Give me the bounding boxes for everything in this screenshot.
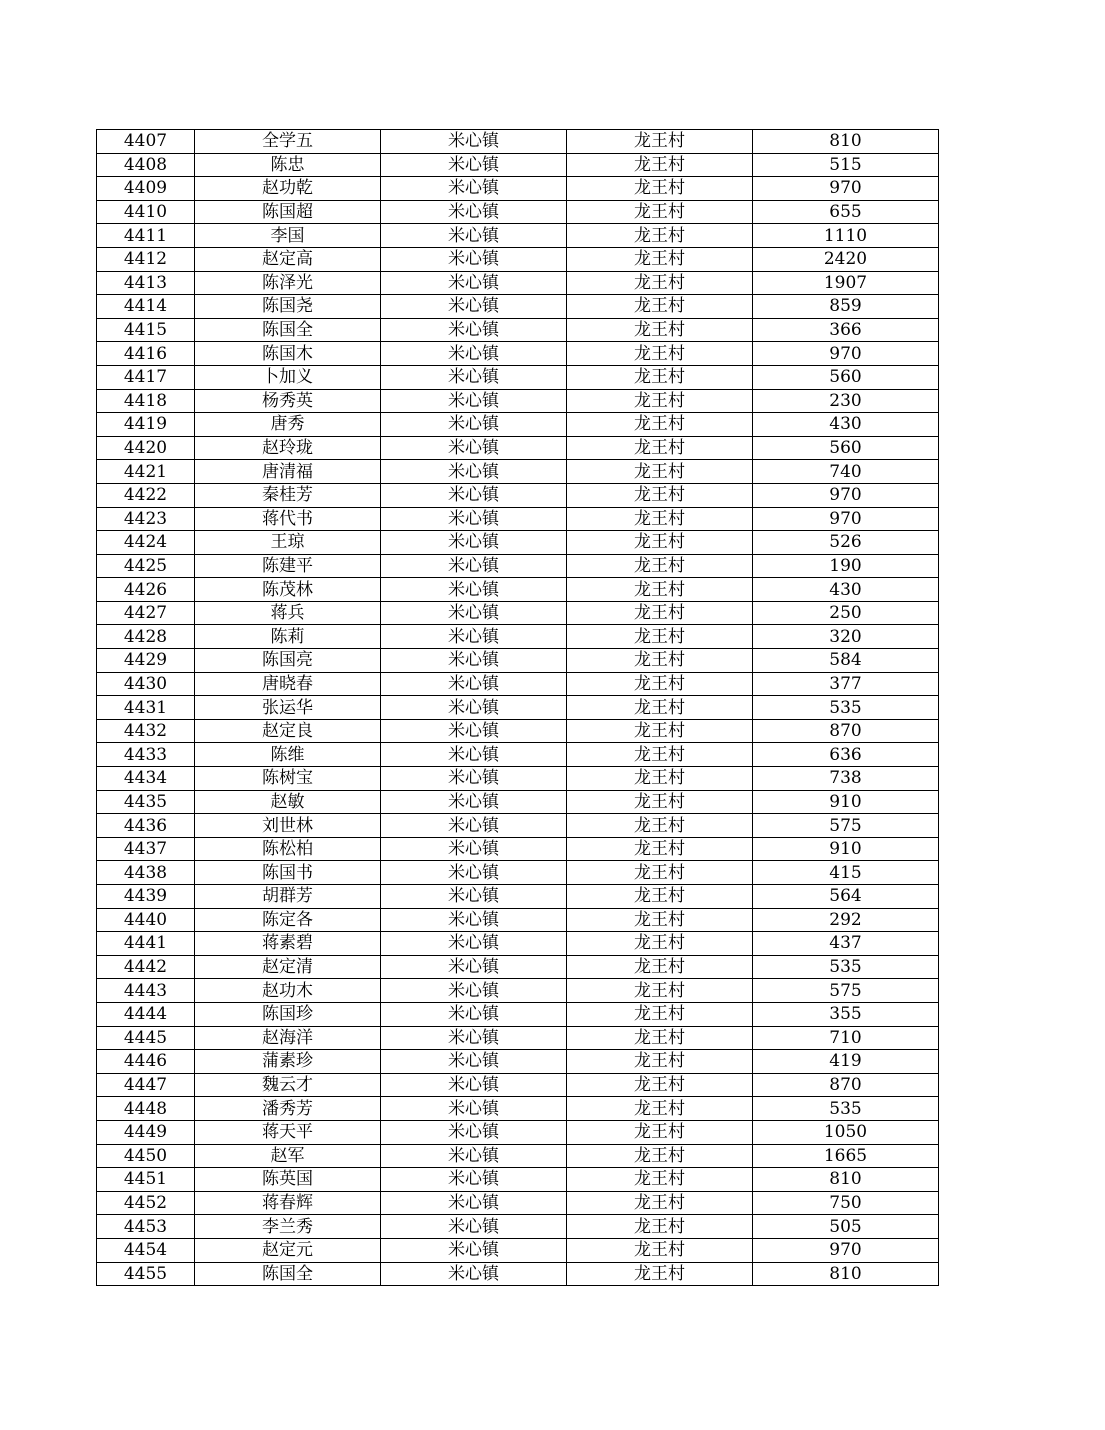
town-cell: 米心镇 (381, 460, 567, 484)
table-body (97, 130, 939, 1286)
village-cell: 龙王村 (567, 1191, 753, 1215)
town-cell: 米心镇 (381, 719, 567, 743)
village-cell: 龙王村 (567, 130, 753, 154)
name-cell: 陈国珍 (195, 1002, 381, 1026)
village-cell: 龙王村 (567, 1262, 753, 1286)
town-cell: 米心镇 (381, 1262, 567, 1286)
serial-number-cell: 4422 (97, 483, 195, 507)
table-row (97, 1215, 939, 1239)
data-table (96, 129, 939, 1286)
name-cell: 陈国全 (195, 1262, 381, 1286)
table-row (97, 271, 939, 295)
village-cell: 龙王村 (567, 955, 753, 979)
amount-cell: 377 (753, 672, 939, 696)
table-row (97, 649, 939, 673)
serial-number-cell: 4413 (97, 271, 195, 295)
town-cell: 米心镇 (381, 365, 567, 389)
table-row (97, 814, 939, 838)
town-cell: 米心镇 (381, 318, 567, 342)
amount-cell: 355 (753, 1002, 939, 1026)
name-cell: 陈国书 (195, 861, 381, 885)
name-cell: 蒲素珍 (195, 1050, 381, 1074)
amount-cell: 710 (753, 1026, 939, 1050)
amount-cell: 1665 (753, 1144, 939, 1168)
village-cell: 龙王村 (567, 837, 753, 861)
village-cell: 龙王村 (567, 1002, 753, 1026)
table-row (97, 295, 939, 319)
table-row (97, 436, 939, 460)
amount-cell: 535 (753, 955, 939, 979)
table-row (97, 1144, 939, 1168)
town-cell: 米心镇 (381, 1073, 567, 1097)
name-cell: 陈国全 (195, 318, 381, 342)
serial-number-cell: 4426 (97, 578, 195, 602)
table-row (97, 601, 939, 625)
village-cell: 龙王村 (567, 247, 753, 271)
village-cell: 龙王村 (567, 979, 753, 1003)
village-cell: 龙王村 (567, 672, 753, 696)
name-cell: 李兰秀 (195, 1215, 381, 1239)
village-cell: 龙王村 (567, 224, 753, 248)
name-cell: 张运华 (195, 696, 381, 720)
village-cell: 龙王村 (567, 1073, 753, 1097)
amount-cell: 419 (753, 1050, 939, 1074)
name-cell: 杨秀英 (195, 389, 381, 413)
village-cell: 龙王村 (567, 814, 753, 838)
table-row (97, 483, 939, 507)
village-cell: 龙王村 (567, 200, 753, 224)
town-cell: 米心镇 (381, 1120, 567, 1144)
name-cell: 赵定清 (195, 955, 381, 979)
name-cell: 陈松柏 (195, 837, 381, 861)
amount-cell: 430 (753, 578, 939, 602)
town-cell: 米心镇 (381, 342, 567, 366)
table-row (97, 200, 939, 224)
town-cell: 米心镇 (381, 295, 567, 319)
amount-cell: 970 (753, 1238, 939, 1262)
village-cell: 龙王村 (567, 436, 753, 460)
table-row (97, 885, 939, 909)
serial-number-cell: 4450 (97, 1144, 195, 1168)
table-row (97, 1050, 939, 1074)
village-cell: 龙王村 (567, 342, 753, 366)
serial-number-cell: 4453 (97, 1215, 195, 1239)
table-row (97, 224, 939, 248)
table-row (97, 1073, 939, 1097)
village-cell: 龙王村 (567, 1120, 753, 1144)
village-cell: 龙王村 (567, 318, 753, 342)
table-row (97, 1238, 939, 1262)
name-cell: 李国 (195, 224, 381, 248)
serial-number-cell: 4410 (97, 200, 195, 224)
table-row (97, 1120, 939, 1144)
amount-cell: 636 (753, 743, 939, 767)
amount-cell: 1050 (753, 1120, 939, 1144)
serial-number-cell: 4414 (97, 295, 195, 319)
village-cell: 龙王村 (567, 554, 753, 578)
name-cell: 全学五 (195, 130, 381, 154)
serial-number-cell: 4452 (97, 1191, 195, 1215)
table-row (97, 153, 939, 177)
village-cell: 龙王村 (567, 389, 753, 413)
amount-cell: 970 (753, 342, 939, 366)
table-row (97, 932, 939, 956)
table-row (97, 130, 939, 154)
name-cell: 陈莉 (195, 625, 381, 649)
amount-cell: 970 (753, 507, 939, 531)
serial-number-cell: 4435 (97, 790, 195, 814)
serial-number-cell: 4433 (97, 743, 195, 767)
name-cell: 蒋素碧 (195, 932, 381, 956)
amount-cell: 535 (753, 1097, 939, 1121)
town-cell: 米心镇 (381, 554, 567, 578)
town-cell: 米心镇 (381, 743, 567, 767)
table-row (97, 908, 939, 932)
table-row (97, 1168, 939, 1192)
amount-cell: 190 (753, 554, 939, 578)
village-cell: 龙王村 (567, 271, 753, 295)
town-cell: 米心镇 (381, 601, 567, 625)
table-row (97, 177, 939, 201)
name-cell: 潘秀芳 (195, 1097, 381, 1121)
village-cell: 龙王村 (567, 1238, 753, 1262)
name-cell: 卜加义 (195, 365, 381, 389)
serial-number-cell: 4449 (97, 1120, 195, 1144)
amount-cell: 870 (753, 1073, 939, 1097)
name-cell: 魏云才 (195, 1073, 381, 1097)
village-cell: 龙王村 (567, 1097, 753, 1121)
town-cell: 米心镇 (381, 1191, 567, 1215)
amount-cell: 810 (753, 1262, 939, 1286)
serial-number-cell: 4424 (97, 531, 195, 555)
name-cell: 陈忠 (195, 153, 381, 177)
serial-number-cell: 4423 (97, 507, 195, 531)
town-cell: 米心镇 (381, 483, 567, 507)
serial-number-cell: 4451 (97, 1168, 195, 1192)
amount-cell: 810 (753, 1168, 939, 1192)
table-row (97, 460, 939, 484)
village-cell: 龙王村 (567, 295, 753, 319)
amount-cell: 292 (753, 908, 939, 932)
serial-number-cell: 4445 (97, 1026, 195, 1050)
serial-number-cell: 4409 (97, 177, 195, 201)
amount-cell: 535 (753, 696, 939, 720)
amount-cell: 870 (753, 719, 939, 743)
serial-number-cell: 4415 (97, 318, 195, 342)
village-cell: 龙王村 (567, 601, 753, 625)
village-cell: 龙王村 (567, 1026, 753, 1050)
village-cell: 龙王村 (567, 460, 753, 484)
village-cell: 龙王村 (567, 767, 753, 791)
table-row (97, 790, 939, 814)
name-cell: 陈茂林 (195, 578, 381, 602)
village-cell: 龙王村 (567, 908, 753, 932)
amount-cell: 810 (753, 130, 939, 154)
village-cell: 龙王村 (567, 625, 753, 649)
amount-cell: 560 (753, 436, 939, 460)
serial-number-cell: 4412 (97, 247, 195, 271)
town-cell: 米心镇 (381, 672, 567, 696)
serial-number-cell: 4439 (97, 885, 195, 909)
amount-cell: 250 (753, 601, 939, 625)
name-cell: 陈国亮 (195, 649, 381, 673)
serial-number-cell: 4432 (97, 719, 195, 743)
serial-number-cell: 4440 (97, 908, 195, 932)
town-cell: 米心镇 (381, 153, 567, 177)
name-cell: 秦桂芳 (195, 483, 381, 507)
serial-number-cell: 4420 (97, 436, 195, 460)
serial-number-cell: 4442 (97, 955, 195, 979)
village-cell: 龙王村 (567, 932, 753, 956)
town-cell: 米心镇 (381, 413, 567, 437)
table-row (97, 554, 939, 578)
table-row (97, 625, 939, 649)
village-cell: 龙王村 (567, 1215, 753, 1239)
table-row (97, 1002, 939, 1026)
table-row (97, 247, 939, 271)
name-cell: 陈建平 (195, 554, 381, 578)
table-row (97, 578, 939, 602)
village-cell: 龙王村 (567, 649, 753, 673)
amount-cell: 970 (753, 483, 939, 507)
town-cell: 米心镇 (381, 932, 567, 956)
name-cell: 赵功乾 (195, 177, 381, 201)
table-row (97, 342, 939, 366)
name-cell: 胡群芳 (195, 885, 381, 909)
name-cell: 唐清福 (195, 460, 381, 484)
name-cell: 唐秀 (195, 413, 381, 437)
town-cell: 米心镇 (381, 790, 567, 814)
name-cell: 赵定元 (195, 1238, 381, 1262)
serial-number-cell: 4455 (97, 1262, 195, 1286)
serial-number-cell: 4408 (97, 153, 195, 177)
village-cell: 龙王村 (567, 719, 753, 743)
serial-number-cell: 4446 (97, 1050, 195, 1074)
name-cell: 陈国木 (195, 342, 381, 366)
name-cell: 蒋天平 (195, 1120, 381, 1144)
serial-number-cell: 4419 (97, 413, 195, 437)
table-row (97, 837, 939, 861)
amount-cell: 584 (753, 649, 939, 673)
serial-number-cell: 4438 (97, 861, 195, 885)
amount-cell: 910 (753, 837, 939, 861)
serial-number-cell: 4431 (97, 696, 195, 720)
amount-cell: 575 (753, 979, 939, 1003)
amount-cell: 859 (753, 295, 939, 319)
serial-number-cell: 4444 (97, 1002, 195, 1026)
serial-number-cell: 4421 (97, 460, 195, 484)
amount-cell: 655 (753, 200, 939, 224)
town-cell: 米心镇 (381, 1097, 567, 1121)
name-cell: 蒋春辉 (195, 1191, 381, 1215)
amount-cell: 437 (753, 932, 939, 956)
town-cell: 米心镇 (381, 130, 567, 154)
town-cell: 米心镇 (381, 578, 567, 602)
town-cell: 米心镇 (381, 1168, 567, 1192)
town-cell: 米心镇 (381, 436, 567, 460)
village-cell: 龙王村 (567, 696, 753, 720)
name-cell: 陈英国 (195, 1168, 381, 1192)
town-cell: 米心镇 (381, 224, 567, 248)
amount-cell: 560 (753, 365, 939, 389)
table-row (97, 1191, 939, 1215)
town-cell: 米心镇 (381, 649, 567, 673)
serial-number-cell: 4427 (97, 601, 195, 625)
amount-cell: 2420 (753, 247, 939, 271)
amount-cell: 738 (753, 767, 939, 791)
serial-number-cell: 4425 (97, 554, 195, 578)
table-row (97, 979, 939, 1003)
town-cell: 米心镇 (381, 1026, 567, 1050)
town-cell: 米心镇 (381, 271, 567, 295)
amount-cell: 740 (753, 460, 939, 484)
name-cell: 蒋代书 (195, 507, 381, 531)
amount-cell: 910 (753, 790, 939, 814)
village-cell: 龙王村 (567, 1168, 753, 1192)
name-cell: 蒋兵 (195, 601, 381, 625)
town-cell: 米心镇 (381, 861, 567, 885)
town-cell: 米心镇 (381, 955, 567, 979)
serial-number-cell: 4407 (97, 130, 195, 154)
serial-number-cell: 4436 (97, 814, 195, 838)
table-row (97, 767, 939, 791)
amount-cell: 564 (753, 885, 939, 909)
village-cell: 龙王村 (567, 177, 753, 201)
town-cell: 米心镇 (381, 200, 567, 224)
table-row (97, 861, 939, 885)
serial-number-cell: 4448 (97, 1097, 195, 1121)
amount-cell: 415 (753, 861, 939, 885)
town-cell: 米心镇 (381, 625, 567, 649)
name-cell: 王琼 (195, 531, 381, 555)
town-cell: 米心镇 (381, 979, 567, 1003)
town-cell: 米心镇 (381, 814, 567, 838)
table-row (97, 531, 939, 555)
serial-number-cell: 4417 (97, 365, 195, 389)
serial-number-cell: 4418 (97, 389, 195, 413)
serial-number-cell: 4429 (97, 649, 195, 673)
serial-number-cell: 4441 (97, 932, 195, 956)
name-cell: 刘世林 (195, 814, 381, 838)
amount-cell: 1907 (753, 271, 939, 295)
name-cell: 赵军 (195, 1144, 381, 1168)
table-row (97, 507, 939, 531)
table-row (97, 389, 939, 413)
name-cell: 陈泽光 (195, 271, 381, 295)
serial-number-cell: 4428 (97, 625, 195, 649)
village-cell: 龙王村 (567, 743, 753, 767)
name-cell: 唐晓春 (195, 672, 381, 696)
name-cell: 赵定高 (195, 247, 381, 271)
amount-cell: 526 (753, 531, 939, 555)
amount-cell: 1110 (753, 224, 939, 248)
town-cell: 米心镇 (381, 531, 567, 555)
village-cell: 龙王村 (567, 885, 753, 909)
village-cell: 龙王村 (567, 1050, 753, 1074)
serial-number-cell: 4437 (97, 837, 195, 861)
town-cell: 米心镇 (381, 1215, 567, 1239)
table-row (97, 1262, 939, 1286)
amount-cell: 515 (753, 153, 939, 177)
village-cell: 龙王村 (567, 413, 753, 437)
name-cell: 陈维 (195, 743, 381, 767)
village-cell: 龙王村 (567, 507, 753, 531)
table-row (97, 365, 939, 389)
town-cell: 米心镇 (381, 247, 567, 271)
table-row (97, 1026, 939, 1050)
amount-cell: 320 (753, 625, 939, 649)
village-cell: 龙王村 (567, 153, 753, 177)
village-cell: 龙王村 (567, 1144, 753, 1168)
name-cell: 赵玲珑 (195, 436, 381, 460)
village-cell: 龙王村 (567, 483, 753, 507)
amount-cell: 505 (753, 1215, 939, 1239)
town-cell: 米心镇 (381, 1050, 567, 1074)
town-cell: 米心镇 (381, 767, 567, 791)
name-cell: 陈国超 (195, 200, 381, 224)
name-cell: 陈国尧 (195, 295, 381, 319)
table-row (97, 719, 939, 743)
name-cell: 赵敏 (195, 790, 381, 814)
table-row (97, 696, 939, 720)
table-row (97, 1097, 939, 1121)
village-cell: 龙王村 (567, 861, 753, 885)
town-cell: 米心镇 (381, 1238, 567, 1262)
village-cell: 龙王村 (567, 578, 753, 602)
town-cell: 米心镇 (381, 1002, 567, 1026)
village-cell: 龙王村 (567, 790, 753, 814)
amount-cell: 366 (753, 318, 939, 342)
table-row (97, 413, 939, 437)
name-cell: 赵功木 (195, 979, 381, 1003)
village-cell: 龙王村 (567, 365, 753, 389)
town-cell: 米心镇 (381, 837, 567, 861)
table-row (97, 955, 939, 979)
table-row (97, 318, 939, 342)
town-cell: 米心镇 (381, 177, 567, 201)
village-cell: 龙王村 (567, 531, 753, 555)
town-cell: 米心镇 (381, 389, 567, 413)
amount-cell: 230 (753, 389, 939, 413)
serial-number-cell: 4447 (97, 1073, 195, 1097)
amount-cell: 970 (753, 177, 939, 201)
serial-number-cell: 4411 (97, 224, 195, 248)
table-row (97, 672, 939, 696)
name-cell: 陈定各 (195, 908, 381, 932)
serial-number-cell: 4443 (97, 979, 195, 1003)
town-cell: 米心镇 (381, 908, 567, 932)
serial-number-cell: 4454 (97, 1238, 195, 1262)
serial-number-cell: 4430 (97, 672, 195, 696)
amount-cell: 575 (753, 814, 939, 838)
town-cell: 米心镇 (381, 696, 567, 720)
amount-cell: 430 (753, 413, 939, 437)
name-cell: 陈树宝 (195, 767, 381, 791)
town-cell: 米心镇 (381, 885, 567, 909)
serial-number-cell: 4416 (97, 342, 195, 366)
name-cell: 赵海洋 (195, 1026, 381, 1050)
name-cell: 赵定良 (195, 719, 381, 743)
table-row (97, 743, 939, 767)
town-cell: 米心镇 (381, 1144, 567, 1168)
town-cell: 米心镇 (381, 507, 567, 531)
amount-cell: 750 (753, 1191, 939, 1215)
serial-number-cell: 4434 (97, 767, 195, 791)
